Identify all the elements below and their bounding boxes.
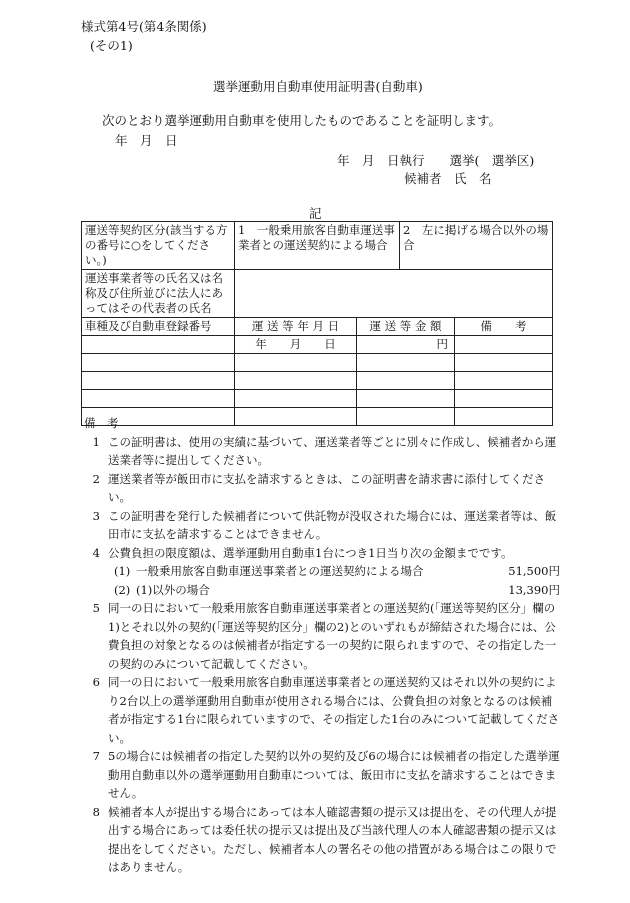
- contract-option-1[interactable]: 1 一般乗用旅客自動車運送事業者との運送契約による場合: [235, 222, 400, 270]
- note-item: [74, 747, 560, 803]
- remarks-cell[interactable]: [455, 336, 553, 354]
- usage-table: [81, 221, 553, 426]
- data-row: [82, 336, 553, 354]
- note-item: [74, 673, 560, 747]
- limit-amount: 51,500円: [508, 564, 560, 578]
- note-item: [74, 803, 560, 877]
- column-header-row: [82, 318, 553, 336]
- note-text: 同一の日において一般乗用旅客自動車運送事業者との運送契約又はそれ以外の契約により2台以上の選挙運動用自動車が使用される場合には、公費負担の対象となるのは候補者が指定する1台に限られていますので、その指定した1台のみについて記載してください。: [108, 675, 560, 745]
- limit-label: (1): [114, 564, 131, 578]
- note-text: 運送業者等が飯田市に支払を請求するときは、この証明書を請求書に添付してください。: [108, 471, 545, 504]
- note-item: [74, 599, 560, 673]
- ki-label: 記: [309, 206, 322, 221]
- date-cell[interactable]: [235, 372, 357, 390]
- note-number: 4: [92, 545, 100, 560]
- candidate-name-label: 候補者 氏 名: [404, 171, 492, 186]
- contract-option-2[interactable]: 2 左に掲げる場合以外の場合: [400, 222, 553, 270]
- note-number: 1: [92, 434, 100, 449]
- date-cell[interactable]: 年 月 日: [235, 336, 357, 354]
- date-column-header: 運 送 等 年 月 日: [235, 318, 357, 336]
- data-row: [82, 390, 553, 408]
- contract-type-label: 運送等契約区分(該当する方の番号に○をしてください。): [82, 222, 235, 270]
- form-number: 様式第4号(第4条関係): [81, 19, 207, 34]
- limit-item: [74, 562, 560, 581]
- note-item: [74, 544, 560, 563]
- vehicle-cell[interactable]: [82, 372, 235, 390]
- note-item: [74, 470, 560, 507]
- amount-cell[interactable]: [357, 390, 455, 408]
- note-text: 候補者本人が提出する場合にあっては本人確認書類の提示又は提出を、その代理人が提出する場合にあっては委任状の提示又は提出及び当該代理人の本人確認書類の提示又は提出をしてください。ただし、候補者本人の署名その他の措置がある場合はこの限りではありません。: [108, 804, 557, 874]
- operator-field[interactable]: [235, 270, 553, 318]
- note-text: この証明書は、使用の実績に基づいて、運送業者等ごとに別々に作成し、候補者から運送業者等に提出してください。: [108, 434, 557, 467]
- limit-text: (1)以外の場合: [136, 582, 210, 597]
- note-item: [74, 507, 560, 544]
- vehicle-cell[interactable]: [82, 354, 235, 372]
- vehicle-column-header: 車種及び自動車登録番号: [82, 318, 235, 336]
- amount-cell[interactable]: [357, 354, 455, 372]
- limit-item: [74, 581, 560, 600]
- note-number: 6: [92, 675, 100, 689]
- vehicle-cell[interactable]: [82, 390, 235, 408]
- limit-amount: 13,390円: [508, 582, 560, 597]
- certification-statement: 次のとおり選挙運動用自動車を使用したものであることを証明します。: [102, 113, 502, 128]
- note-item: [74, 433, 560, 470]
- remarks-cell[interactable]: [455, 372, 553, 390]
- operator-label: 運送事業者等の氏名又は名称及び住所並びに法人にあってはその代表者の氏名: [82, 270, 235, 318]
- note-number: 5: [92, 601, 100, 615]
- form-part: (その1): [90, 38, 133, 53]
- election-line: 年 月 日執行 選挙( 選挙区): [337, 153, 535, 168]
- note-number: 8: [92, 804, 100, 819]
- operator-row: [82, 270, 553, 318]
- amount-cell[interactable]: 円: [357, 336, 455, 354]
- remarks-column-header: 備 考: [455, 318, 553, 336]
- data-row: [82, 354, 553, 372]
- document-title: 選挙運動用自動車使用証明書(自動車): [213, 79, 423, 94]
- limit-text: 一般乗用旅客自動車運送事業者との運送契約による場合: [136, 564, 424, 578]
- amount-cell[interactable]: [357, 372, 455, 390]
- remarks-cell[interactable]: [455, 354, 553, 372]
- notes-heading: 備 考: [84, 416, 119, 430]
- data-row: [82, 372, 553, 390]
- certification-date: 年 月 日: [115, 133, 178, 148]
- note-text: 公費負担の限度額は、選挙運動用自動車1台につき1日当り次の金額までです。: [108, 545, 513, 560]
- limit-label: (2): [114, 582, 131, 597]
- date-cell[interactable]: [235, 390, 357, 408]
- vehicle-cell[interactable]: [82, 336, 235, 354]
- amount-column-header: 運 送 等 金 額: [357, 318, 455, 336]
- note-number: 2: [92, 471, 100, 486]
- note-number: 7: [92, 749, 100, 763]
- contract-row: [82, 222, 553, 270]
- note-number: 3: [92, 508, 100, 523]
- note-text: 同一の日において一般乗用旅客自動車運送事業者との運送契約(「運送等契約区分」欄の1)とそれ以外の契約(「運送等契約区分」欄の2)とのいずれもが締結された場合には、公費負担の対象となるのは候補者が指定する一の契約に限られますので、その指定した一の契約のみについて記載してください。: [108, 601, 557, 671]
- note-text: この証明書を発行した候補者について供託物が没収された場合には、運送業者等は、飯田市に支払を請求することはできません。: [108, 508, 557, 541]
- date-cell[interactable]: [235, 354, 357, 372]
- notes-section: [74, 414, 560, 877]
- note-text: 5の場合には候補者の指定した契約以外の契約及び6の場合には候補者の指定した選挙運動用自動車以外の選挙運動用自動車については、飯田市に支払を請求することはできません。: [108, 749, 560, 800]
- remarks-cell[interactable]: [455, 390, 553, 408]
